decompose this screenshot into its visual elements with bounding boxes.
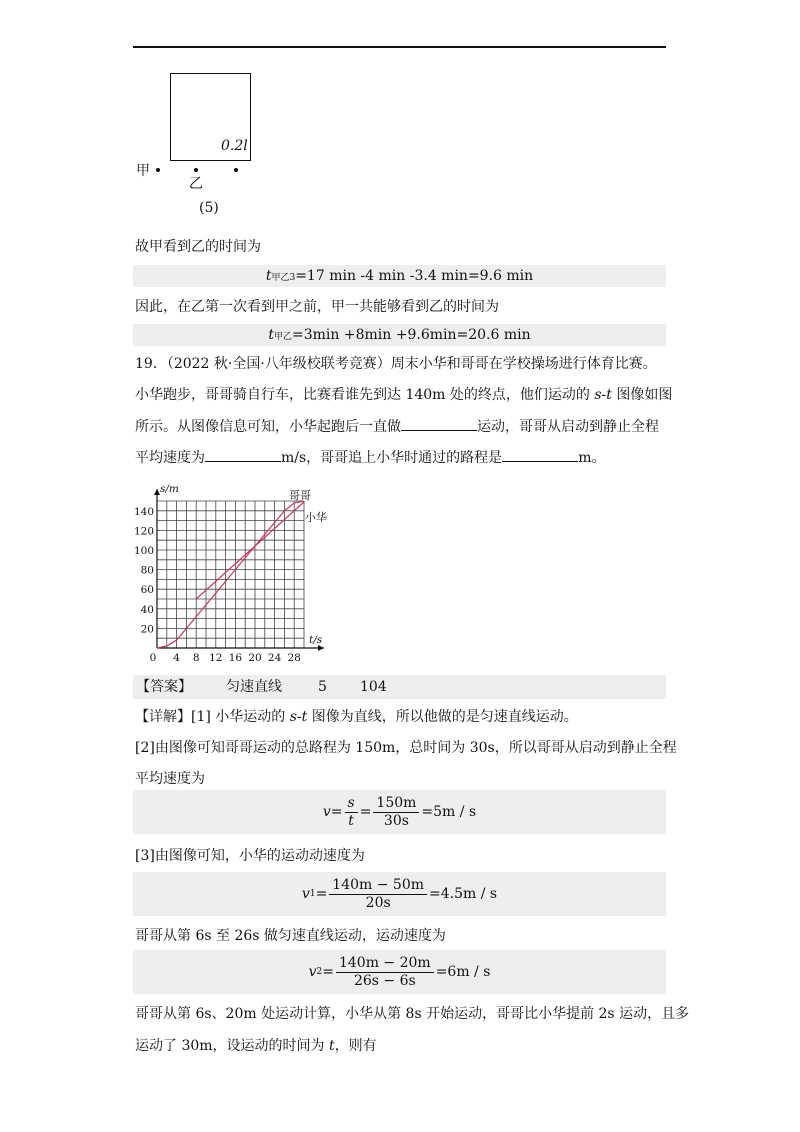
answer-2: 5 bbox=[318, 679, 327, 695]
st-chart bbox=[133, 480, 340, 665]
answer-label: 【答案】 bbox=[136, 679, 192, 695]
equation-v: v = $\frac{s}{t}$ = $\frac{150m}{30s}$ =5m / s bbox=[322, 794, 477, 829]
figure-label-jia: 甲 bbox=[136, 163, 150, 179]
series-label-gege: 哥哥 bbox=[289, 489, 311, 502]
detail-line: 哥哥从第 6s 至 26s 做匀速直线运动，运动速度为 bbox=[135, 928, 446, 944]
fraction-s-over-t: $\frac{s}{t}$ bbox=[345, 795, 358, 830]
detail-line: 【详解】[1] 小华运动的 s-t 图像为直线，所以他做的是匀速直线运动。 bbox=[135, 709, 578, 725]
y-tick-label: 100 bbox=[133, 545, 154, 557]
detail-line: [3]由图像可知，小华的运动动速度为 bbox=[135, 848, 365, 864]
equation-t-jiayi: t 甲乙 =3min +8min +9.6min=20.6 min bbox=[268, 327, 531, 343]
answer-blank-1[interactable] bbox=[401, 416, 477, 431]
figure-label-yi: 乙 bbox=[189, 176, 203, 192]
answer-blank-2[interactable] bbox=[205, 447, 281, 462]
detail-line: 平均速度为 bbox=[135, 771, 205, 787]
fraction-v1: $\frac{140m - 50m}{20s}$ bbox=[329, 877, 427, 912]
y-tick-label: 80 bbox=[140, 564, 154, 577]
text-line: 故甲看到乙的时间为 bbox=[135, 239, 261, 255]
y-tick-label: 40 bbox=[140, 603, 154, 616]
y-axis-label: s/m bbox=[160, 483, 179, 495]
question-line: 平均速度为 m/s，哥哥追上小华时通过的路程是 m。 bbox=[135, 447, 605, 468]
equation-t-jiayi3: t 甲乙3 =17 min -4 min -3.4 min=9.6 min bbox=[265, 268, 534, 284]
equation-v1: v 1 = $\frac{140m - 50m}{20s}$ =4.5m / s bbox=[301, 876, 498, 911]
detail-line: 运动了 30m，设运动的时间为 t，则有 bbox=[135, 1038, 377, 1054]
figure-box-label: 0.2l bbox=[221, 138, 248, 154]
x-tick-label: 4 bbox=[173, 652, 180, 664]
x-tick-label: 28 bbox=[287, 652, 301, 664]
x-tick-label: 12 bbox=[209, 652, 223, 664]
question-line: 19．（2022 秋·全国·八年级校联考竞赛）周末小华和哥哥在学校操场进行体育比赛。 bbox=[135, 356, 657, 372]
y-tick-label: 140 bbox=[133, 505, 154, 518]
answer-box bbox=[133, 675, 666, 699]
x-tick-label: 8 bbox=[192, 652, 200, 664]
series-line-1 bbox=[157, 501, 304, 648]
answer-3: 104 bbox=[360, 679, 387, 695]
text-line: 因此，在乙第一次看到甲之前，甲一共能够看到乙的时间为 bbox=[135, 299, 499, 315]
detail-line: [2]由图像可知哥哥运动的总路程为 150m，总时间为 30s，所以哥哥从启动到静止全程 bbox=[135, 740, 677, 756]
fraction-150m-over-30s: $\frac{150m}{30s}$ bbox=[373, 795, 419, 830]
x-tick-label: 24 bbox=[267, 652, 282, 664]
figure-caption: (5) bbox=[199, 200, 219, 216]
y-tick-label: 60 bbox=[140, 584, 154, 597]
question-line: 小华跑步，哥哥骑自行车，比赛看谁先到达 140m 处的终点，他们运动的 s-t 图像如图 bbox=[135, 387, 673, 403]
series-line-2 bbox=[196, 502, 304, 599]
answer-1: 匀速直线 bbox=[226, 679, 282, 695]
equation-box bbox=[133, 265, 666, 287]
y-tick-label: 20 bbox=[140, 623, 154, 636]
fraction-v2: $\frac{140m - 20m}{26s - 6s}$ bbox=[336, 955, 434, 990]
equation-box bbox=[133, 324, 666, 346]
x-tick-label: 20 bbox=[248, 652, 262, 664]
x-tick-label: 16 bbox=[228, 652, 243, 664]
equation-box bbox=[133, 790, 666, 834]
equation-box bbox=[133, 950, 666, 994]
header-rule bbox=[133, 46, 666, 48]
series-label-xiaohua: 小华 bbox=[305, 511, 327, 524]
point-right bbox=[234, 168, 238, 172]
x-axis-label: t/s bbox=[309, 634, 323, 646]
x-tick-label: 0 bbox=[149, 652, 157, 664]
point-jia bbox=[156, 168, 160, 172]
y-tick-label: 120 bbox=[133, 525, 154, 538]
question-line: 所示。从图像信息可知，小华起跑后一直做 运动，哥哥从启动到静止全程 bbox=[135, 416, 659, 437]
answer-blank-3[interactable] bbox=[502, 447, 578, 462]
detail-line: 哥哥从第 6s、20m 处运动计算，小华从第 8s 开始运动，哥哥比小华提前 2s 运动，且多 bbox=[135, 1006, 690, 1022]
equation-v2: v 2 = $\frac{140m - 20m}{26s - 6s}$ =6m / s bbox=[308, 954, 491, 989]
point-yi bbox=[194, 168, 198, 172]
equation-box bbox=[133, 872, 666, 916]
